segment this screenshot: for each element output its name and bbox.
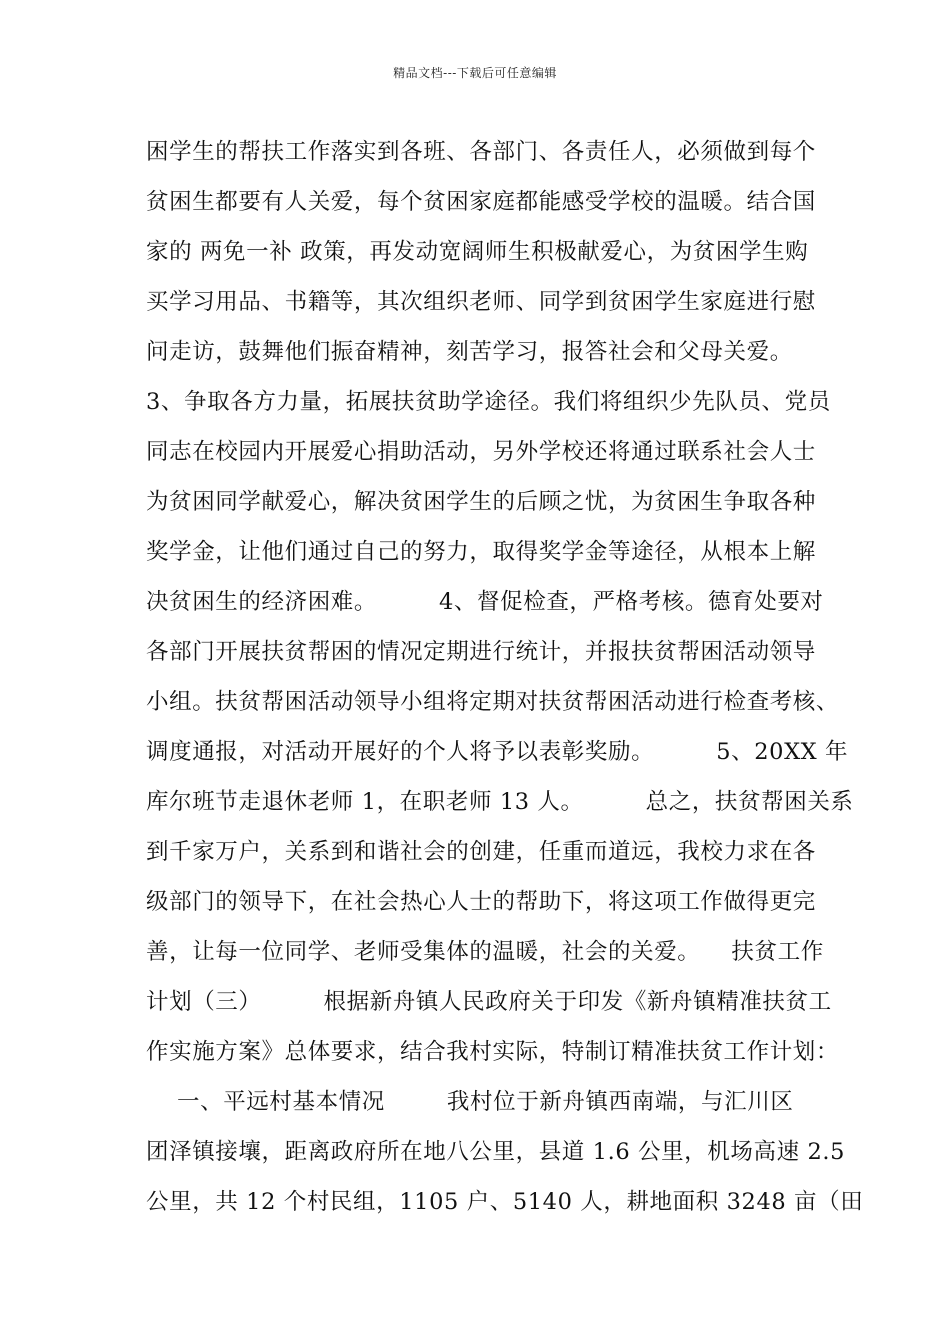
text-line: 计划（三） 根据新舟镇人民政府关于印发《新舟镇精准扶贫工 bbox=[146, 989, 832, 1015]
text-line: 家的 两免一补 政策，再发动宽阔师生积极献爱心，为贫困学生购 bbox=[146, 239, 809, 265]
text-line: 各部门开展扶贫帮困的情况定期进行统计，并报扶贫帮困活动领导 bbox=[146, 639, 816, 665]
text-line: 买学习用品、书籍等，其次组织老师、同学到贫困学生家庭进行慰 bbox=[146, 289, 816, 315]
text-line: 问走访，鼓舞他们振奋精神，刻苦学习，报答社会和父母关爱。 bbox=[146, 339, 793, 365]
text-line: 困学生的帮扶工作落实到各班、各部门、各责任人，必须做到每个 bbox=[146, 139, 816, 165]
text-line: 小组。扶贫帮困活动领导小组将定期对扶贫帮困活动进行检查考核、 bbox=[146, 689, 840, 715]
text-line: 一、平远村基本情况 我村位于新舟镇西南端，与汇川区 bbox=[146, 1089, 794, 1115]
text-line: 为贫困同学献爱心，解决贫困学生的后顾之忧，为贫困生争取各种 bbox=[146, 489, 816, 515]
text-line: 库尔班节走退休老师 1，在职老师 13 人。 总之，扶贫帮困关系 bbox=[146, 789, 854, 815]
text-line: 贫困生都要有人关爱，每个贫困家庭都能感受学校的温暖。结合国 bbox=[146, 189, 816, 215]
document-body bbox=[146, 127, 864, 1227]
text-line: 同志在校园内开展爱心捐助活动，另外学校还将通过联系社会人士 bbox=[146, 439, 816, 465]
text-line: 决贫困生的经济困难。 4、督促检查，严格考核。德育处要对 bbox=[146, 589, 824, 615]
text-line: 调度通报，对活动开展好的个人将予以表彰奖励。 5、20XX 年 bbox=[146, 739, 849, 765]
text-line: 公里，共 12 个村民组，1105 户、5140 人，耕地面积 3248 亩（田 bbox=[146, 1189, 864, 1215]
text-line: 3、争取各方力量，拓展扶贫助学途径。我们将组织少先队员、党员 bbox=[146, 389, 831, 415]
page-header: 精品文档---下载后可任意编辑 bbox=[393, 66, 557, 80]
text-line: 到千家万户，关系到和谐社会的创建，任重而道远，我校力求在各 bbox=[146, 839, 816, 865]
text-line: 团泽镇接壤，距离政府所在地八公里，县道 1.6 公里，机场高速 2.5 bbox=[146, 1139, 846, 1165]
text-line: 奖学金，让他们通过自己的努力，取得奖学金等途径，从根本上解 bbox=[146, 539, 816, 565]
text-line: 级部门的领导下，在社会热心人士的帮助下，将这项工作做得更完 bbox=[146, 889, 816, 915]
text-line: 作实施方案》总体要求，结合我村实际，特制订精准扶贫工作计划： bbox=[146, 1039, 840, 1065]
text-line: 善，让每一位同学、老师受集体的温暖，社会的关爱。 扶贫工作 bbox=[146, 939, 824, 965]
